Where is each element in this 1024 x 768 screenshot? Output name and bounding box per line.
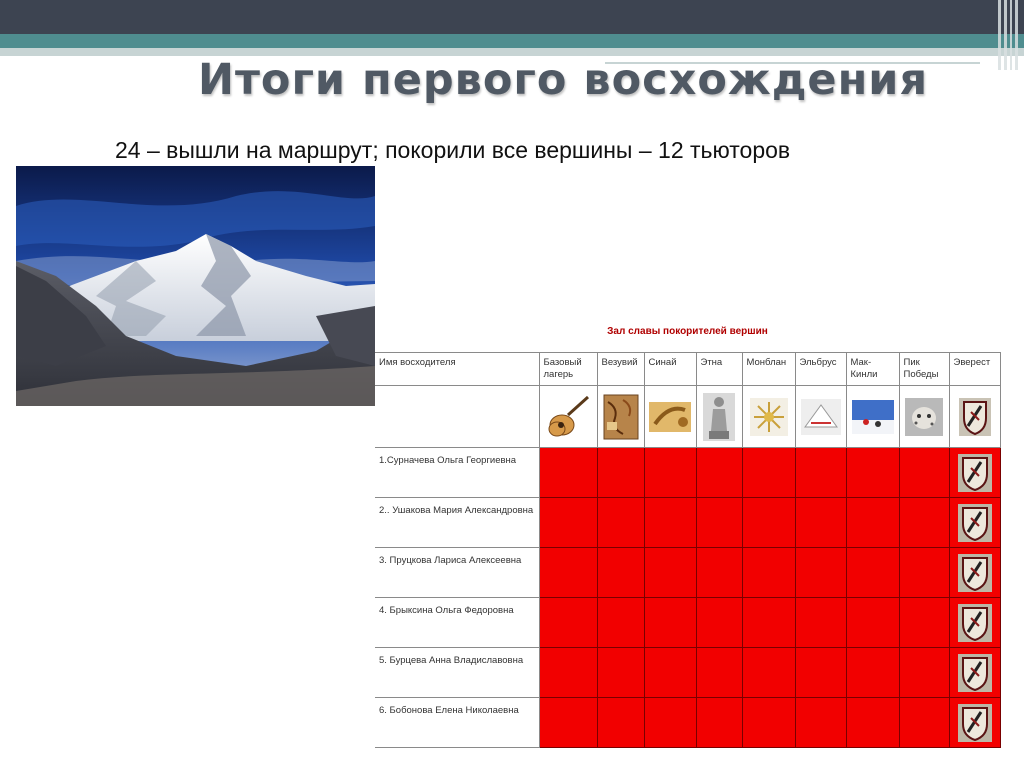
table-row bbox=[375, 698, 1000, 748]
summit-completed-cell bbox=[846, 598, 899, 648]
slide-subtitle: 24 – вышли на маршрут; покорили все вершины – 12 тьюторов bbox=[115, 137, 791, 163]
climber-name: 2.. Ушакова Мария Александровна bbox=[375, 498, 539, 548]
column-header-elbrus: Эльбрус bbox=[795, 353, 846, 386]
summit-completed-cell bbox=[899, 698, 949, 748]
summit-completed-cell bbox=[742, 448, 795, 498]
column-header-etna: Этна bbox=[696, 353, 742, 386]
table-row bbox=[375, 448, 1000, 498]
corner-stripes bbox=[998, 0, 1018, 70]
column-header-name: Имя восходителя bbox=[375, 353, 539, 386]
summit-completed-cell bbox=[696, 698, 742, 748]
column-header-sinai: Синай bbox=[644, 353, 696, 386]
table-row bbox=[375, 548, 1000, 598]
column-header-mckinley: Мак-Кинли bbox=[846, 353, 899, 386]
table-row bbox=[375, 598, 1000, 648]
everest-shield-cell bbox=[949, 698, 1000, 748]
table-header-row bbox=[375, 353, 1000, 386]
folded-card-icon bbox=[795, 386, 846, 448]
guitar-icon bbox=[539, 386, 597, 448]
summit-completed-cell bbox=[795, 548, 846, 598]
summit-completed-cell bbox=[742, 648, 795, 698]
column-header-vesuvius: Везувий bbox=[597, 353, 644, 386]
summit-shield-icon bbox=[958, 554, 992, 592]
summit-completed-cell bbox=[539, 598, 597, 648]
column-header-mont-blanc: Монблан bbox=[742, 353, 795, 386]
summit-completed-cell bbox=[899, 498, 949, 548]
everest-shield-cell bbox=[949, 448, 1000, 498]
climber-name: 6. Бобонова Елена Николаевна bbox=[375, 698, 539, 748]
everest-shield-cell bbox=[949, 648, 1000, 698]
summit-completed-cell bbox=[644, 648, 696, 698]
climber-name: 5. Бурцева Анна Владиславовна bbox=[375, 648, 539, 698]
summit-completed-cell bbox=[846, 498, 899, 548]
climber-name: 4. Брыксина Ольга Федоровна bbox=[375, 598, 539, 648]
summit-completed-cell bbox=[696, 598, 742, 648]
summit-completed-cell bbox=[539, 648, 597, 698]
climber-name: 3. Пруцкова Лариса Алексеевна bbox=[375, 548, 539, 598]
summit-completed-cell bbox=[846, 648, 899, 698]
summit-shield-icon bbox=[958, 454, 992, 492]
summit-completed-cell bbox=[696, 648, 742, 698]
summit-completed-cell bbox=[597, 448, 644, 498]
header-band-teal bbox=[0, 34, 1024, 48]
summit-completed-cell bbox=[899, 448, 949, 498]
winter-scene-icon bbox=[846, 386, 899, 448]
summit-completed-cell bbox=[795, 698, 846, 748]
summit-completed-cell bbox=[742, 698, 795, 748]
summit-completed-cell bbox=[846, 548, 899, 598]
everest-shield-cell bbox=[949, 548, 1000, 598]
summit-completed-cell bbox=[539, 698, 597, 748]
slide-title: Итоги первого восхождения bbox=[198, 55, 929, 105]
summit-completed-cell bbox=[644, 598, 696, 648]
summit-completed-cell bbox=[899, 548, 949, 598]
summit-completed-cell bbox=[597, 548, 644, 598]
summit-completed-cell bbox=[899, 648, 949, 698]
summit-completed-cell bbox=[644, 548, 696, 598]
hall-of-fame-table bbox=[375, 352, 1001, 748]
everest-shield-cell bbox=[949, 598, 1000, 648]
summit-completed-cell bbox=[597, 698, 644, 748]
header-band-dark bbox=[0, 0, 1024, 34]
summit-shield-icon bbox=[958, 654, 992, 692]
summit-completed-cell bbox=[539, 498, 597, 548]
hall-of-fame-caption: Зал славы покорителей вершин bbox=[607, 326, 768, 337]
summit-completed-cell bbox=[597, 598, 644, 648]
everest-shield-cell bbox=[949, 498, 1000, 548]
summit-shield-icon bbox=[958, 504, 992, 542]
climber-name: 1.Сурначева Ольга Георгиевна bbox=[375, 448, 539, 498]
golden-scroll-icon bbox=[644, 386, 696, 448]
summit-completed-cell bbox=[899, 598, 949, 648]
column-header-base-camp: Базовый лагерь bbox=[539, 353, 597, 386]
summit-completed-cell bbox=[644, 498, 696, 548]
summit-completed-cell bbox=[696, 548, 742, 598]
summit-completed-cell bbox=[795, 598, 846, 648]
summit-completed-cell bbox=[644, 448, 696, 498]
summit-completed-cell bbox=[539, 448, 597, 498]
summit-completed-cell bbox=[742, 498, 795, 548]
summit-completed-cell bbox=[539, 548, 597, 598]
summit-completed-cell bbox=[846, 698, 899, 748]
summit-completed-cell bbox=[644, 698, 696, 748]
table-row bbox=[375, 648, 1000, 698]
summit-completed-cell bbox=[597, 498, 644, 548]
summit-completed-cell bbox=[597, 648, 644, 698]
hall-of-fame-rows bbox=[375, 448, 1000, 748]
summit-completed-cell bbox=[795, 648, 846, 698]
mountain-photo bbox=[16, 166, 375, 406]
summit-shield-icon bbox=[958, 604, 992, 642]
summit-completed-cell bbox=[742, 548, 795, 598]
statue-icon bbox=[696, 386, 742, 448]
map-scroll-icon bbox=[597, 386, 644, 448]
summit-completed-cell bbox=[795, 448, 846, 498]
column-header-pobeda: Пик Победы bbox=[899, 353, 949, 386]
summit-completed-cell bbox=[696, 498, 742, 548]
summit-completed-cell bbox=[846, 448, 899, 498]
column-header-everest: Эверест bbox=[949, 353, 1000, 386]
snow-leopard-icon bbox=[899, 386, 949, 448]
golden-sparkle-icon bbox=[742, 386, 795, 448]
summit-completed-cell bbox=[795, 498, 846, 548]
summit-shield-icon bbox=[949, 386, 1000, 448]
summit-completed-cell bbox=[696, 448, 742, 498]
summit-completed-cell bbox=[742, 598, 795, 648]
icons-row-blank bbox=[375, 386, 539, 448]
table-row bbox=[375, 498, 1000, 548]
table-icons-row bbox=[375, 386, 1000, 448]
summit-shield-icon bbox=[958, 704, 992, 742]
